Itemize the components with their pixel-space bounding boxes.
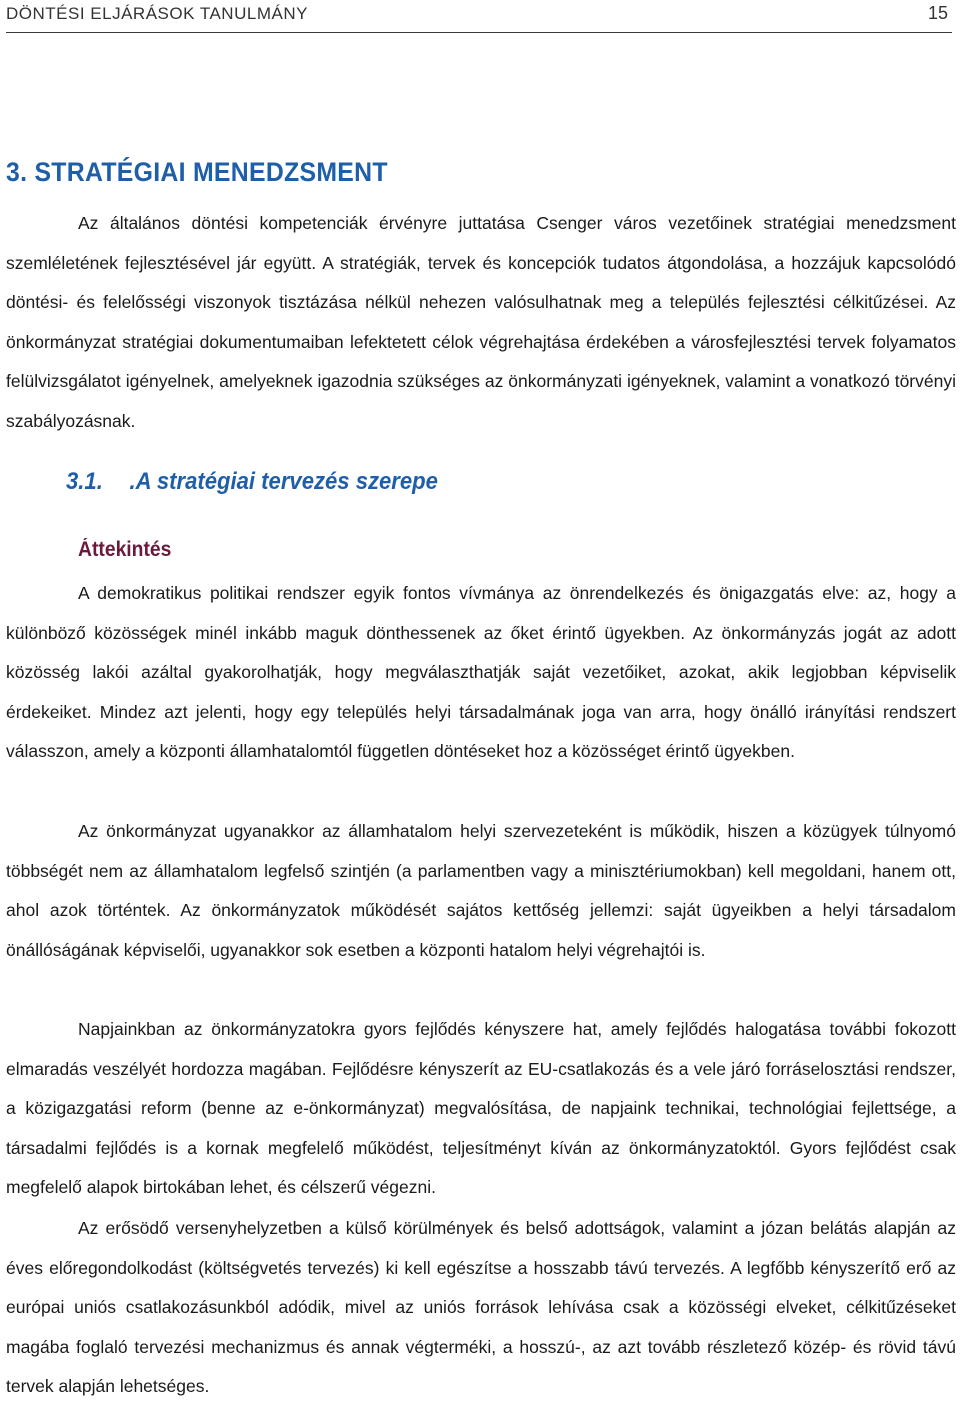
subsection-number: 3.1. (66, 468, 103, 495)
paragraph-4: Az erősödő versenyhelyzetben a külső körülmények és belső adottságok, valamint a józan belátás alapján az éves előregondolkodást (költségvetés tervezés) ki kell egészítse a hosszabb távú tervezés. A legfőbb kényszerítő erő az európai uniós csatlakozásunkból adódik, mivel az uniós források lehívása csak a közösségi elveket, célkitűzéseket magába foglaló tervezési mechanizmus és annak végterméki, a hosszú-, az azt tovább részletező közép- és rövid távú tervek alapján lehetséges. (6, 1218, 956, 1397)
subsection-title: .A stratégiai tervezés szerepe (129, 468, 438, 495)
page-number: 15 (927, 3, 948, 23)
overview-heading: Áttekintés (78, 538, 172, 561)
paragraph-3: Napjainkban az önkormányzatokra gyors fejlődés kényszere hat, amely fejlődés halogatása további fokozott elmaradás veszélyét hordozza magában. Fejlődésre kényszerít az EU-csatlakozás és a vele járó forráselosztási rendszer, a közigazgatási reform (benne az e-önkormányzat) megvalósítása, de napjaink technikai, technológiai fejlettsége, a társadalmi fejlődés is a kornak megfelelő működést, teljesítményt kíván az önkormányzatoktól. Gyors fejlődést csak megfelelő alapok birtokában lehet, és célszerű végezni. (6, 1019, 956, 1198)
paragraph-1: A demokratikus politikai rendszer egyik fontos vívmánya az önrendelkezés és önigazgatás elve: az, hogy a különböző közösségek minél inkább maguk dönthessenek az őket érintő ügyekben. Az önkormányzás jogát az adott közösség lakói azáltal gyakorolhatják, hogy megválaszthatják saját vezetőiket, azokat, akik legjobban képviselik érdekeiket. Mindez azt jelenti, hogy egy település helyi társadalmának joga van arra, hogy önálló irányítási rendszert válasszon, amely a központi államhatalomtól független döntéseket hoz a közösséget érintő ügyekben. (6, 583, 956, 762)
section-heading: 3. STRATÉGIAI MENEDZSMENT (6, 157, 388, 187)
subsection-heading (66, 468, 438, 496)
header-title: DÖNTÉSI ELJÁRÁSOK TANULMÁNY (6, 4, 308, 23)
page-header (6, 0, 952, 33)
section-paragraph: Az általános döntési kompetenciák érvényre juttatása Csenger város vezetőinek stratégiai menedzsment szemléletének fejlesztésével jár együtt. A stratégiák, tervek és koncepciók tudatos átgondolása, a hozzájuk kapcsolódó döntési- és felelősségi viszonyok tisztázása nélkül nehezen valósulhatnak meg a település fejlesztési célkitűzései. Az önkormányzat stratégiai dokumentumaiban lefektetett célok végrehajtása érdekében a városfejlesztési tervek folyamatos felülvizsgálatot igényelnek, amelyeknek igazodnia szükséges az önkormányzati igényeknek, valamint a vonatkozó törvényi szabályozásnak. (6, 213, 956, 431)
paragraph-2: Az önkormányzat ugyanakkor az államhatalom helyi szervezeteként is működik, hiszen a közügyek túlnyomó többségét nem az államhatalom legfelső szintjén (a parlamentben vagy a minisztériumokban) kell megoldani, hanem ott, ahol azok történtek. Az önkormányzatok működését sajátos kettőség jellemzi: saját ügyeikben a helyi társadalom önállóságának képviselői, ugyanakkor sok esetben a központi hatalom helyi végrehajtói is. (6, 821, 956, 960)
